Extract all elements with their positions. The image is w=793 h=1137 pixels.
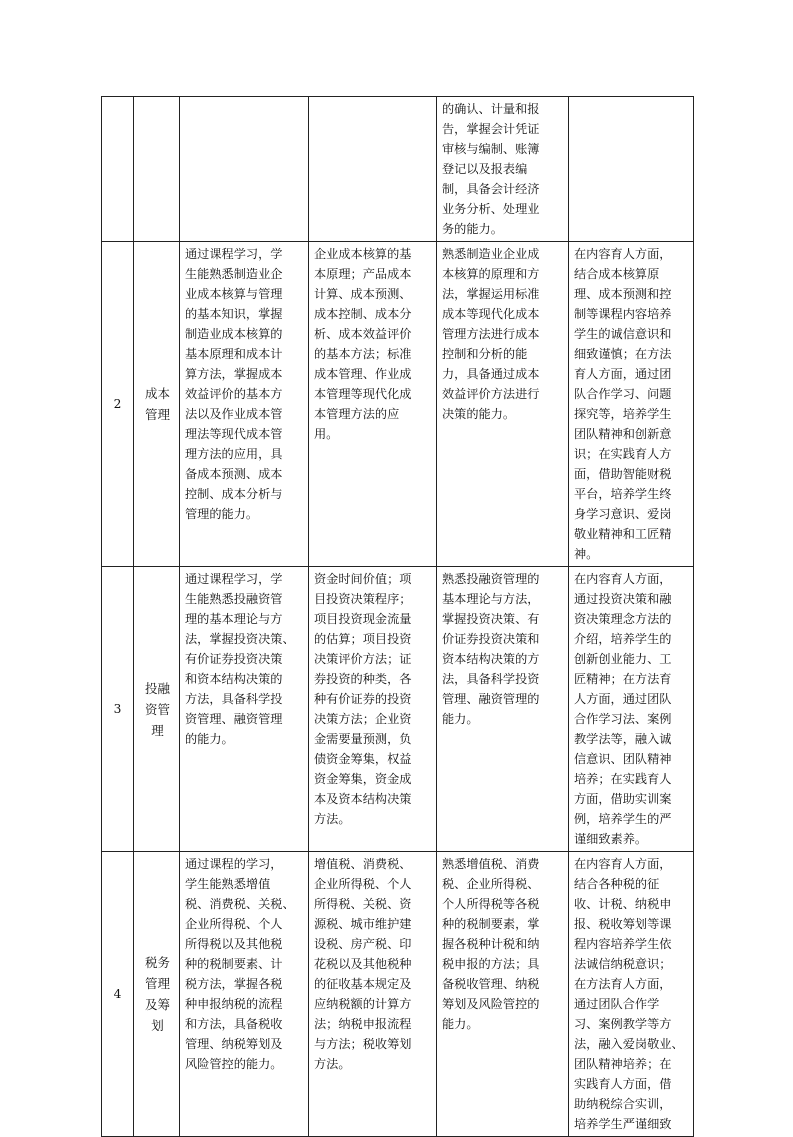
- row-number: 2: [113, 397, 122, 411]
- course-skill: 的确认、计量和报 告，掌握会计凭证 审核与编制、账簿 登记以及报表编 制，具备会计经济 业务分析、处理业 务的能力。: [442, 102, 540, 236]
- course-skill: 熟悉制造业企业成 本核算的原理和方 法，掌握运用标准 成本等现代化成本 管理方法进行成本 控制和分析的能 力，具备通过成本 效益评价方法进行 决策的能力。: [442, 247, 540, 421]
- course-objective: [180, 97, 308, 101]
- course-name-cell: [134, 242, 180, 567]
- objective-cell: [180, 567, 309, 852]
- course-name: [134, 167, 179, 171]
- course-objective: 通过课程的学习， 学生能熟悉增值 税、消费税、关税、 企业所得税、个人 所得税以及其他税 种的税制要素、计 税方法，掌握各税 种申报纳税的流程 和方法，具备税收 管理、纳税筹划及 风险管控的能力。: [185, 857, 295, 1071]
- course-skill: 熟悉投融资管理的 基本理论与方法， 掌握投资决策、有 价证券投资决策和 资本结构决策的方 法，具备科学投资 管理、融资管理的 能力。: [442, 572, 540, 726]
- table-row: [102, 852, 694, 1137]
- table-row: [102, 97, 694, 242]
- course-name: 税务管理及筹划: [144, 955, 170, 1033]
- course-name: 投融资管理: [144, 680, 170, 738]
- content-cell: [309, 97, 437, 242]
- objective-cell: [180, 852, 309, 1137]
- skill-cell: [437, 97, 569, 242]
- content-cell: [309, 242, 437, 567]
- course-content: 增值税、消费税、 企业所得税、个人 所得税、关税、资 源税、城市维护建 设税、房产税、印 花税以及其他税种 的征收基本规定及 应纳税额的计算方 法；纳税申报流程 与方法；税收筹划 方法。: [314, 857, 412, 1071]
- course-ideology: 在内容育人方面， 结合各种税的征 收、计税、纳税申 报、税收筹划等课 程内容培养学生依 法诚信纳税意识； 在方法育人方面， 通过团队合作学 习、案例教学等方 法，融入爱岗敬业、 团队精神培养；在 实践育人方面，借 助纳税综合实训， 培养学生严谨细致: [574, 857, 684, 1131]
- ideology-cell: [569, 567, 694, 852]
- course-skill: 熟悉增值税、消费 税、企业所得税、 个人所得税等各税 种的税制要素，掌 握各税种计税和纳 税申报的方法；具 备税收管理、纳税 筹划及风险管控的 能力。: [442, 857, 540, 1031]
- course-ideology: 在内容育人方面， 结合成本核算原 理、成本预测和控 制等课程内容培养 学生的诚信意识和 细致谨慎；在方法 育人方面，通过团 队合作学习、问题 探究等，培养学生 团队精神和创新意 识；在实践育人方 面，借助智能财税 平台，培养学生终 身学习意识、爱岗 敬业精神和工匠精 神。: [574, 247, 672, 561]
- skill-cell: [437, 567, 569, 852]
- row-number-cell: [102, 567, 134, 852]
- skill-cell: [437, 852, 569, 1137]
- row-number-cell: [102, 852, 134, 1137]
- table-row: [102, 242, 694, 567]
- course-content: [309, 97, 436, 101]
- course-name: 成本管理: [144, 386, 170, 422]
- course-objective: 通过课程学习，学 生能熟悉投融资管 理的基本理论与方 法，掌握投资决策、 有价证券投资决策 和资本结构决策的 方法，具备科学投 资管理、融资管理 的能力。: [185, 572, 295, 746]
- course-objective: 通过课程学习，学 生能熟悉制造业企 业成本核算与管理 的基本知识，掌握 制造业成本核算的 基本原理和成本计 算方法，掌握成本 效益评价的基本方 法以及作业成本管 理法等现代成本管 理方法的应用，具 备成本预测、成本 控制、成本分析与 管理的能力。: [185, 247, 283, 521]
- row-number-cell: [102, 97, 134, 242]
- table-row: [102, 567, 694, 852]
- course-name-cell: [134, 567, 180, 852]
- course-ideology: 在内容育人方面， 通过投资决策和融 资决策理念方法的 介绍，培养学生的 创新创业能力、工 匠精神；在方法育 人方面，通过团队 合作学习法、案例 教学法等，融入诚 信意识、团队精神 培养；在实践育人 方面，借助实训案 例，培养学生的严 谨细致素养。: [574, 572, 672, 846]
- ideology-cell: [569, 242, 694, 567]
- skill-cell: [437, 242, 569, 567]
- course-name-cell: [134, 97, 180, 242]
- ideology-cell: [569, 97, 694, 242]
- content-cell: [309, 567, 437, 852]
- objective-cell: [180, 97, 309, 242]
- objective-cell: [180, 242, 309, 567]
- course-table: [101, 96, 694, 1137]
- course-name-cell: [134, 852, 180, 1137]
- row-number-cell: [102, 242, 134, 567]
- row-number: 4: [113, 987, 122, 1001]
- ideology-cell: [569, 852, 694, 1137]
- course-content: 企业成本核算的基 本原理；产品成本 计算、成本预测、 成本控制、成本分 析、成本效益评价 的基本方法；标准 成本管理、作业成 本管理等现代化成 本管理方法的应 用。: [314, 247, 412, 441]
- course-content: 资金时间价值；项 目投资决策程序； 项目投资现金流量 的估算；项目投资 决策评价方法；证 券投资的种类，各 种有价证券的投资 决策方法；企业资 金需要量预测，负 债资金筹集，权益 资金筹集，资金成 本及资本结构决策 方法。: [314, 572, 412, 826]
- course-ideology: [569, 97, 693, 101]
- content-cell: [309, 852, 437, 1137]
- row-number: 3: [113, 702, 122, 716]
